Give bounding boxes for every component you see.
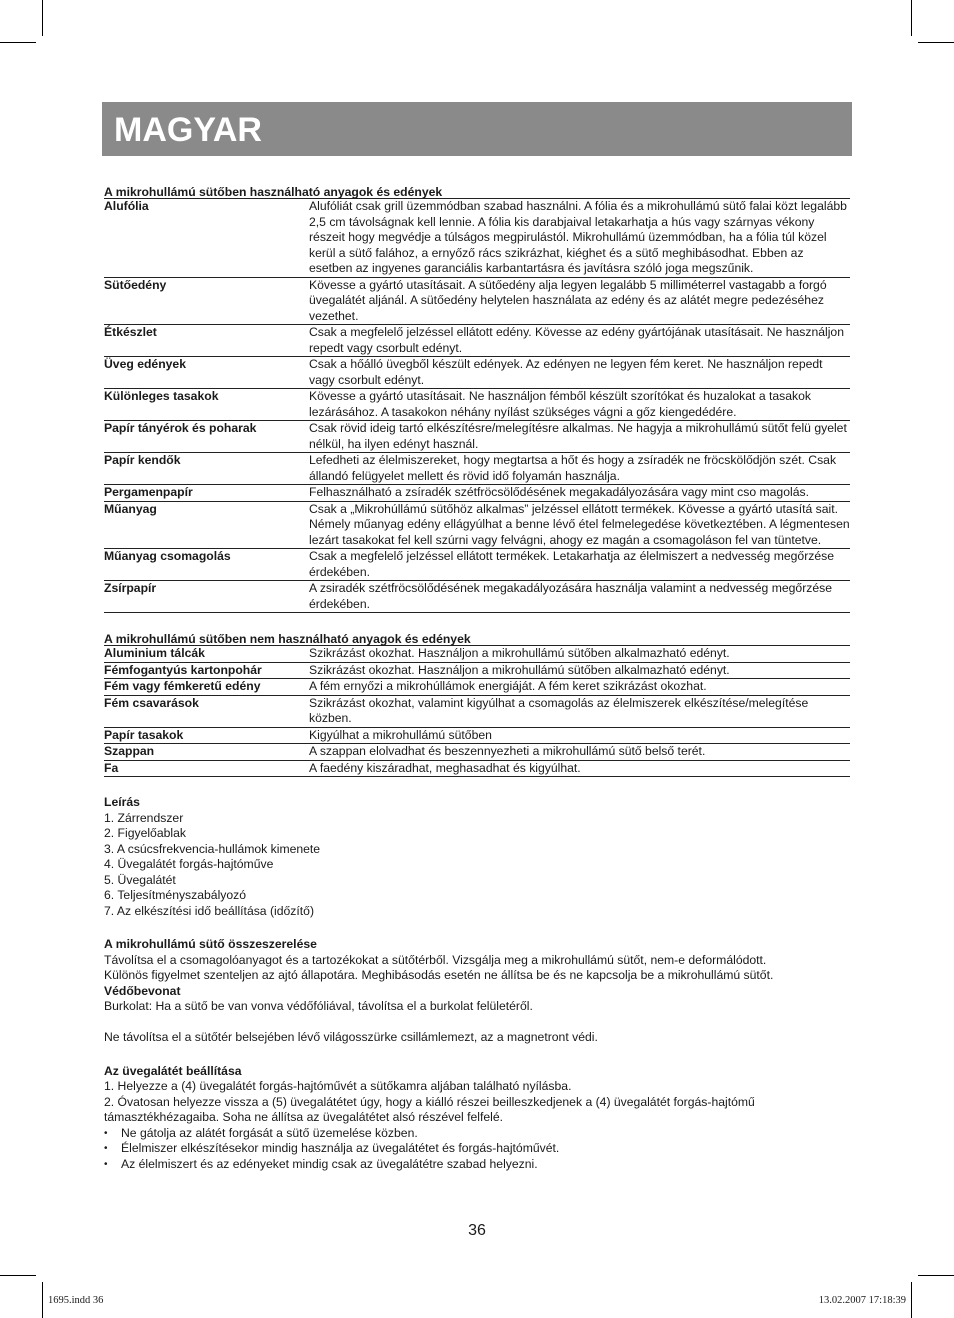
assembly-heading: A mikrohullámú sütő összeszerelése <box>104 937 317 951</box>
usable-materials-table <box>104 199 850 613</box>
row-value: Kövesse a gyártó utasításait. A sütőedény alja legyen legalább 5 milliméterrel vastagabb a forgó üvegalátét aljánál. A sütőedény helytelen használata az edény és az alátét megre pedezéséhez vezethet. <box>309 277 827 323</box>
table-row <box>104 761 850 778</box>
page-number: 36 <box>468 1222 486 1239</box>
paragraph: Burkolat: Ha a sütő be van vonva védőfóliával, távolítsa el a burkolat felületéről. <box>104 999 533 1013</box>
crop-mark <box>911 1282 912 1318</box>
row-value: A fém ernyőzi a mikrohúllámok energiáját. A fém keret szikrázást okozhat. <box>309 679 707 693</box>
footer-file-info: 1695.indd 36 <box>48 1295 104 1306</box>
list-item: 2. Figyelőablak <box>104 826 186 840</box>
assembly-section <box>104 937 850 1046</box>
table-row <box>104 549 850 581</box>
paragraph: 2. Óvatosan helyezze vissza a (5) üvegalátétet úgy, hogy a kiálló részei beilleszkedjenek a (4) üvegalátét forgás-hajtómű <box>104 1094 755 1109</box>
row-key: Papír kendők <box>104 453 181 467</box>
row-key: Aluminium tálcák <box>104 646 205 660</box>
crop-mark <box>911 0 912 36</box>
footer-timestamp: 13.02.2007 17:18:39 <box>818 1295 906 1306</box>
row-key: Papír tányérok és poharak <box>104 421 257 435</box>
subheading: Védőbevonat <box>104 983 181 998</box>
row-key: Zsírpapír <box>104 581 157 595</box>
table-row <box>104 453 850 485</box>
row-value: Kövesse a gyártó utasításait. Ne használjon fémből készült szorítókat és huzalokat a tasakok lezárásához. A tasakokon néhány nyílást szükséges vágni a gőz kiengedédére. <box>309 389 811 419</box>
turntable-section <box>104 1064 850 1173</box>
list-item: 5. Üvegalátét <box>104 872 176 887</box>
row-value: Csak a megfelelő jelzéssel ellátott edény. Kövesse az edény gyártójának utasításait. Ne használjon repedt vagy csorbult edényt. <box>309 325 844 355</box>
list-item: 6. Teljesítményszabályozó <box>104 888 247 902</box>
crop-mark <box>918 1275 954 1276</box>
crop-mark <box>0 1275 36 1276</box>
row-key: Üveg edények <box>104 357 186 371</box>
list-item: • Ne gátolja az alátét forgását a sütő üzemelése közben. <box>104 1126 850 1142</box>
row-value: A szappan elolvadhat és beszennyezheti a mikrohullámú sütő belső terét. <box>309 744 706 758</box>
list-item: 7. Az elkészítési idő beállítása (időzítő) <box>104 903 315 918</box>
table-row <box>104 663 850 680</box>
row-value: Lefedheti az élelmiszereket, hogy megtartsa a hőt és hogy a zsíradék ne fröcskölődjön szét. Csak állandó felügyelet mellett és rövid idő folyamán használja. <box>309 453 837 483</box>
paragraph: 1. Helyezze a (4) üvegalátét forgás-hajtóművét a sütőkamra aljában található nyílásba. <box>104 1079 572 1093</box>
row-key: Fa <box>104 760 119 775</box>
paragraph: Különös figyelmet szenteljen az ajtó állapotára. Meghibásodás esetén ne állítsa be és ne kapcsolja be a mikrohullámú sütőt. <box>104 968 774 982</box>
row-key: Szappan <box>104 744 155 758</box>
list-item: 3. A csúcsfrekvencia-hullámok kimenete <box>104 841 321 856</box>
row-value: Alufóliát csak grill üzemmódban szabad használni. A fólia és a mikrohullámú sütő falai közt legalább 2,5 cm távolságnak kell lennie. A fólia kis darabjaival letakarhatja a hús vagy szárnyas vékony részeit hogy megvédje a túlságos megpirulástól. Mikrohullámú üzemmódban, ha a fólia túl közel kerül a sütő falához, a ernyőző rács szikrázhat, kiéghet és a sütő meghibásodhat. Ebben az esetben az ingyenes garanciális karbantartásra és javításra szóló joga megszűnik. <box>309 199 847 275</box>
table-row <box>104 581 850 613</box>
table-row <box>104 696 850 728</box>
table-row <box>104 199 850 278</box>
paragraph: támasztékhézagaiba. Soha ne állítsa az üvegalátétet alsó részével felfelé. <box>104 1110 504 1124</box>
row-value: Szikrázást okozhat. Használjon a mikrohullámú sütőben alkalmazható edényt. <box>309 646 730 660</box>
row-key: Különleges tasakok <box>104 389 219 403</box>
table-row <box>104 646 850 663</box>
list-item: 1. Zárrendszer <box>104 810 184 825</box>
row-value: Csak a hőálló üvegből készült edények. Az edényen ne legyen fém keret. Ne használjon repedt vagy csorbult edényt. <box>309 357 823 387</box>
row-key: Fém csavarások <box>104 695 199 710</box>
row-key: Alufólia <box>104 199 149 213</box>
bullet-list <box>104 1126 850 1173</box>
page-title: MAGYAR <box>114 111 262 149</box>
document-body <box>104 186 850 1172</box>
row-value: Felhasználható a zsíradék szétfröcsölődésének megakadályozására vagy mint cso magolás. <box>309 485 809 499</box>
row-key: Papír tasakok <box>104 727 184 742</box>
row-value: Csak a megfelelő jelzéssel ellátott termékek. Letakarhatja az élelmiszert a nedvesség megőrzése érdekében. <box>309 549 834 579</box>
table-row <box>104 325 850 357</box>
row-key: Fém vagy fémkeretű edény <box>104 679 261 693</box>
row-key: Fémfogantyús kartonpohár <box>104 662 262 677</box>
crop-mark <box>42 1282 43 1318</box>
row-key: Étkészlet <box>104 325 157 339</box>
table-row <box>104 502 850 550</box>
crop-mark <box>42 0 43 36</box>
row-value: Kigyúlhat a mikrohullámú sütőben <box>309 727 492 742</box>
row-value: A zsiradék szétfröcsölődésének megakadályozására használja valamint a nedvesség megőrzése érdekében. <box>309 581 832 611</box>
table-row <box>104 744 850 761</box>
table-row <box>104 485 850 502</box>
list-item: • Az élelmiszert és az edényeket mindig csak az üvegalátétre szabad helyezni. <box>104 1157 850 1173</box>
row-value: Szikrázást okozhat. Használjon a mikrohullámú sütőben alkalmazható edényt. <box>309 662 730 677</box>
row-value: Szikrázást okozhat, valamint kigyúlhat a csomagolás az élelmiszerek elkészítése/melegítése közben. <box>309 695 809 725</box>
unusable-materials-table <box>104 646 850 777</box>
list-item: 4. Üvegalátét forgás-hajtóműve <box>104 857 274 871</box>
row-key: Műanyag <box>104 501 157 516</box>
table-row <box>104 357 850 389</box>
row-value: A faedény kiszáradhat, meghasadhat és kigyúlhat. <box>309 760 581 775</box>
list-item: • Élelmiszer elkészítésekor mindig használja az üvegalátétet és forgás-hajtóművét. <box>104 1141 850 1157</box>
language-banner <box>102 102 852 156</box>
table-row <box>104 728 850 745</box>
row-key: Sütőedény <box>104 277 167 292</box>
table-row <box>104 278 850 326</box>
row-key: Műanyag csomagolás <box>104 549 231 563</box>
paragraph: Távolítsa el a csomagolóanyagot és a tartozékokat a sütőtérből. Vizsgálja meg a mikrohullámú sütőt, nem-e deformálódott. <box>104 952 767 967</box>
table-row <box>104 389 850 421</box>
table-row <box>104 421 850 453</box>
paragraph: Ne távolítsa el a sütőtér belsejében lévő világosszürke csillámlemezt, az a magnetront védi. <box>104 1030 598 1044</box>
table-row <box>104 679 850 696</box>
description-heading: Leírás <box>104 795 140 809</box>
row-key: Pergamenpapír <box>104 485 193 499</box>
crop-mark <box>918 42 954 43</box>
unusable-materials-heading: A mikrohullámú sütőben nem használható anyagok és edények <box>104 633 850 646</box>
row-value: Csak a „Mikrohúllámú sütőhöz alkalmas” jelzéssel ellátott termékek. Kövesse a gyártó utasítá sait. Némely műanyag edény ellágyúlhat a benne lévő étel felmelegedése következtében. A légmentesen lezárt tasakokat fel kell szúrni vagy felvágni, ahogy ez magán a csomagoláson fel van tüntetve. <box>309 501 850 547</box>
crop-mark <box>0 42 36 43</box>
row-value: Csak rövid ideig tartó elkészítésre/melegítésre alkalmas. Ne hagyja a mikrohullámú sütőt felü gyelet nélkül, ha ilyen edényt használ. <box>309 421 847 451</box>
description-section <box>104 795 850 919</box>
usable-materials-heading: A mikrohullámú sütőben használható anyagok és edények <box>104 186 850 199</box>
turntable-heading: Az üvegalátét beállítása <box>104 1063 242 1078</box>
